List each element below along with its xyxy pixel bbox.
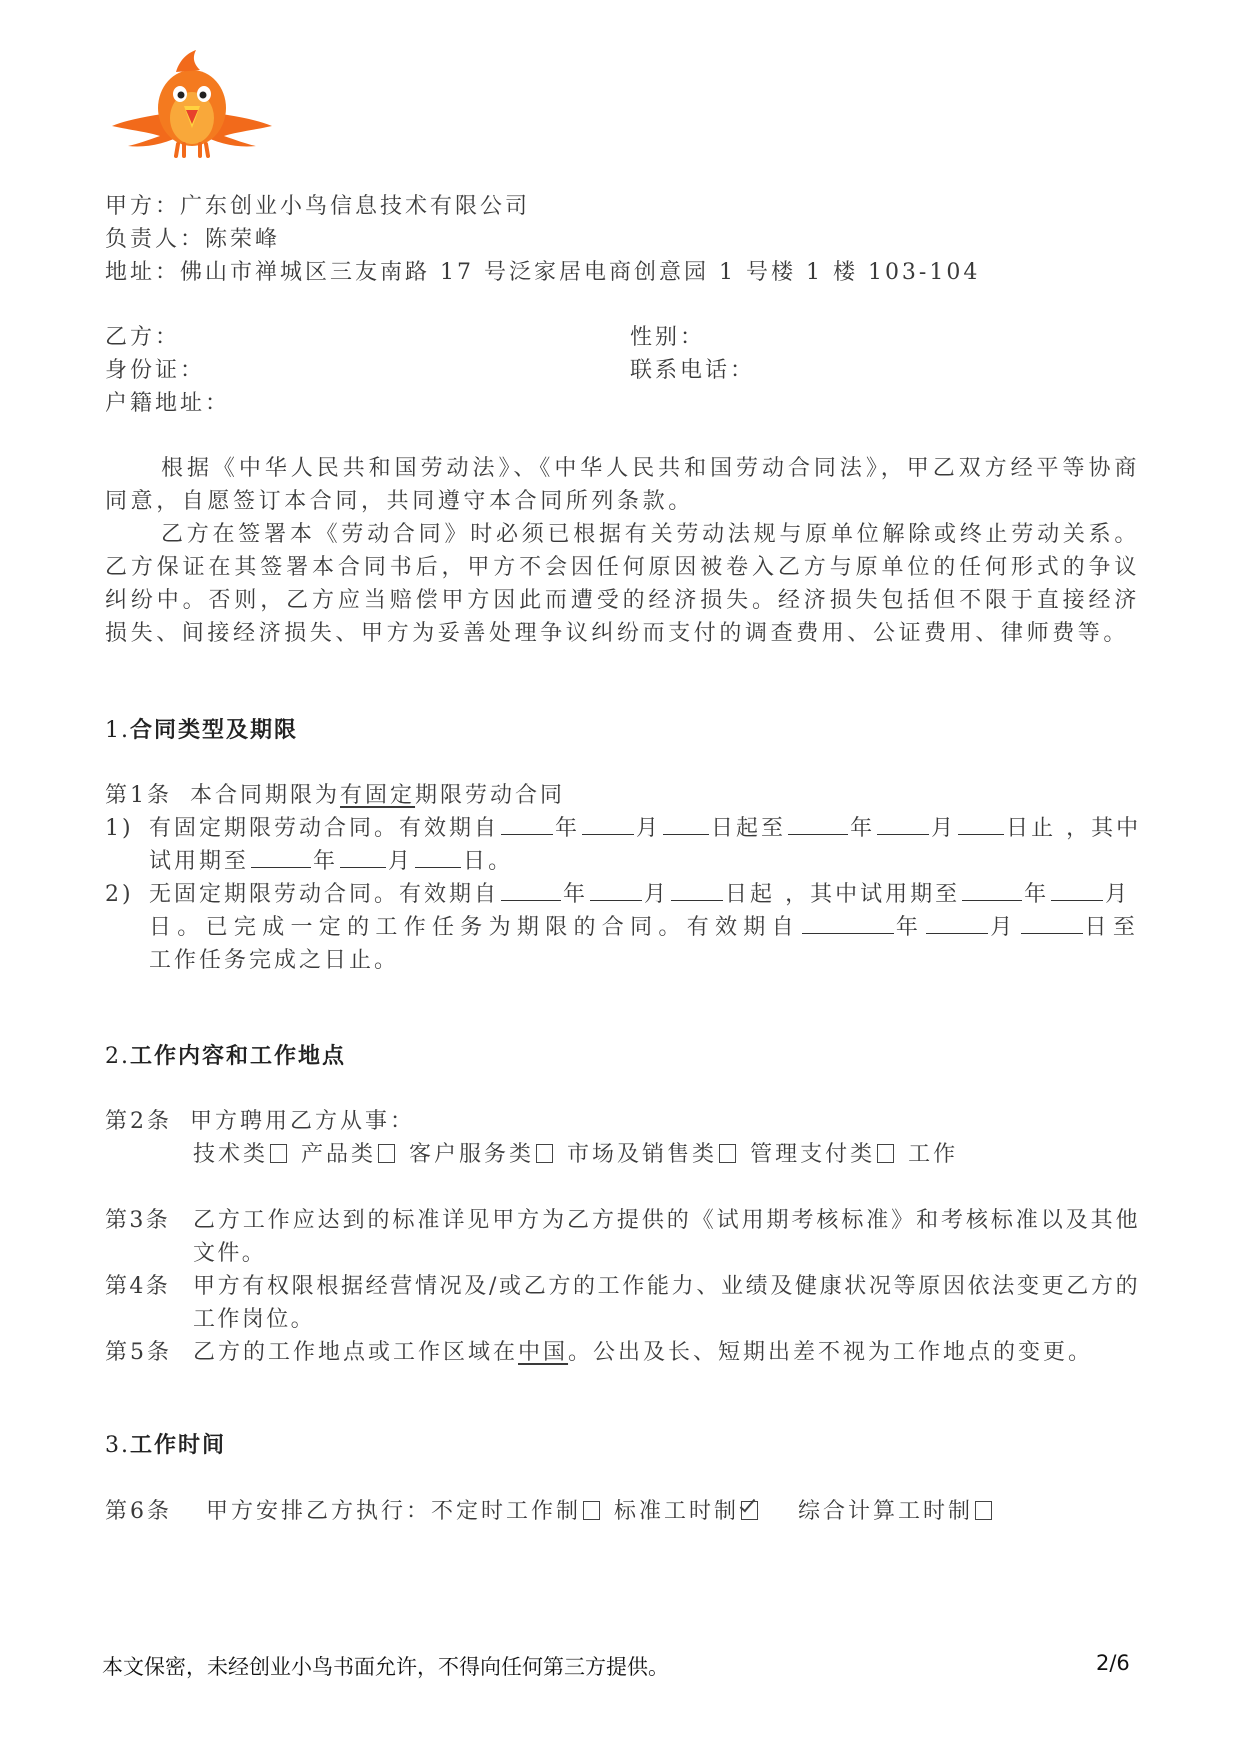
job-category-options	[105, 1138, 1140, 1171]
probation-label: 其中	[1091, 816, 1142, 841]
section-3-number: 3.	[105, 1433, 130, 1458]
month-label: 月	[644, 882, 670, 907]
article-5-pre: 乙方的工作地点或工作区域在	[193, 1340, 519, 1365]
contract-type-fill[interactable]: 有固定	[340, 783, 416, 808]
item-3-end: 工作任务完成之日止。	[149, 948, 400, 973]
section-2-body	[105, 1105, 1140, 1369]
task-start-day-blank[interactable]	[1021, 911, 1083, 934]
month-label: 月	[1105, 882, 1131, 907]
day-from-label: 日起	[725, 882, 776, 907]
options-suffix: 工作	[908, 1142, 959, 1167]
option-marketing-label: 市场及销售类	[567, 1142, 718, 1167]
flexible-hours-checkbox[interactable]	[583, 1501, 600, 1520]
year-label: 年	[313, 849, 339, 874]
party-a-company: 甲方：广东创业小鸟信息技术有限公司	[105, 194, 531, 219]
party-a-address: 地址：佛山市禅城区三友南路 17 号泛家居电商创意园 1 号楼 1 楼 103-104	[105, 260, 981, 285]
day-label: 日	[463, 849, 489, 874]
month-label: 月	[931, 816, 957, 841]
probation-label: 其中试用期至	[810, 882, 961, 907]
page-number: 2/6	[1096, 1651, 1130, 1675]
option-customer-service-label: 客户服务类	[409, 1142, 535, 1167]
option-management-label: 管理支付类	[750, 1142, 876, 1167]
fixed-end-year-blank[interactable]	[788, 812, 848, 835]
party-b-name-label: 乙方：	[105, 325, 181, 350]
article-6-text: 甲方安排乙方执行：	[206, 1499, 432, 1524]
intro-paragraph-1: 根据《中华人民共和国劳动法》、《中华人民共和国劳动合同法》，甲乙双方经平等协商同意，自愿签订本合同，共同遵守本合同所列条款。	[105, 456, 1140, 514]
item-2-number: 2)	[105, 882, 134, 907]
open-start-year-blank[interactable]	[501, 878, 561, 901]
party-a-rep: 负责人：陈荣峰	[105, 227, 281, 252]
year-label: 年	[895, 915, 925, 940]
party-b-gender-label: 性别：	[630, 325, 706, 350]
option-comprehensive-hours-label: 综合计算工时制	[798, 1499, 974, 1524]
section-2-number: 2.	[105, 1044, 130, 1069]
standard-hours-checkbox[interactable]	[741, 1501, 758, 1520]
party-b-info	[105, 321, 1140, 420]
section-3-heading	[105, 1429, 1140, 1462]
option-standard-hours-label: 标准工时制	[614, 1499, 740, 1524]
open-start-day-blank[interactable]	[671, 878, 723, 901]
fixed-start-day-blank[interactable]	[663, 812, 709, 835]
year-label: 年	[563, 882, 589, 907]
section-1-title: 合同类型及期限	[130, 718, 299, 743]
year-label: 年	[555, 816, 581, 841]
task-start-year-blank[interactable]	[802, 911, 894, 934]
probation-day-blank[interactable]	[415, 845, 461, 868]
article-3-text: 乙方工作应达到的标准详见甲方为乙方提供的《试用期考核标准》和考核标准以及其他文件。	[193, 1208, 1140, 1266]
day-to-label: 日至	[1084, 915, 1142, 940]
fixed-start-month-blank[interactable]	[582, 812, 634, 835]
item-1-text: 有固定期限劳动合同。有效期自	[149, 816, 500, 841]
option-tech-label: 技术类	[193, 1142, 269, 1167]
article-3-label: 第3条	[105, 1208, 171, 1233]
article-1-label: 第1条	[105, 783, 172, 808]
year-label: 年	[1024, 882, 1050, 907]
open-probation-year-blank[interactable]	[962, 878, 1022, 901]
open-start-month-blank[interactable]	[590, 878, 642, 901]
option-flexible-hours-label: 不定时工作制	[431, 1499, 582, 1524]
fixed-end-month-blank[interactable]	[877, 812, 929, 835]
customer-service-checkbox[interactable]	[536, 1144, 553, 1163]
section-1-number: 1.	[105, 718, 130, 743]
section-1-body: 第1条 本合同期限为有固定期限劳动合同 1) 有固定期限劳动合同。有效期自 年 月 日起至 年 月 日止 ，其中 试用期至 年 月 日。 2) 无固定期限劳动合同。有效期自 年 月 日起 ，其中试用期至 年 月 日。已完成一定的工作任务为期限的合同。有效期自 年 月 日至 工作任务完成之日止。	[105, 779, 1140, 977]
item-2-text: 无固定期限劳动合同。有效期自	[149, 882, 500, 907]
party-a-info	[105, 190, 1140, 289]
tech-checkbox[interactable]	[270, 1144, 287, 1163]
probation-month-blank[interactable]	[340, 845, 386, 868]
article-6-label: 第6条	[105, 1499, 172, 1524]
section-2-heading	[105, 1040, 1140, 1073]
year-label: 年	[850, 816, 876, 841]
fixed-end-day-blank[interactable]	[958, 812, 1004, 835]
party-b-household-label: 户籍地址：	[105, 391, 231, 416]
section-1-heading	[105, 714, 1140, 747]
day-until-label: 日止	[1006, 816, 1057, 841]
month-label: 月	[990, 915, 1019, 940]
article-5-label: 第5条	[105, 1340, 172, 1365]
open-probation-month-blank[interactable]	[1051, 878, 1103, 901]
section-2-title: 工作内容和工作地点	[130, 1044, 347, 1069]
intro-section	[105, 452, 1140, 650]
item-1-number: 1)	[105, 816, 134, 841]
section-3-body	[105, 1495, 1140, 1528]
intro-paragraph-2: 乙方在签署本《劳动合同》时必须已根据有关劳动法规与原单位解除或终止劳动关系。乙方保证在其签署本合同书后，甲方不会因任何原因被卷入乙方与原单位的任何形式的争议纠纷中。否则，乙方应当赔偿甲方因此而遭受的经济损失。经济损失包括但不限于直接经济损失、间接经济损失、甲方为妥善处理争议纠纷而支付的调查费用、公证费用、律师费等。	[105, 522, 1140, 646]
management-checkbox[interactable]	[877, 1144, 894, 1163]
party-b-phone-label: 联系电话：	[630, 358, 756, 383]
task-start-month-blank[interactable]	[926, 911, 988, 934]
item-3-text: 日。已完成一定的工作任务为期限的合同。有效期自	[149, 915, 800, 940]
article-1-pre: 本合同期限为	[190, 783, 341, 808]
product-checkbox[interactable]	[378, 1144, 395, 1163]
confidentiality-notice: 本文保密，未经创业小鸟书面允许，不得向任何第三方提供。	[102, 1655, 669, 1679]
day-from-label: 日起至	[711, 816, 787, 841]
article-5-post: 。公出及长、短期出差不视为工作地点的变更。	[568, 1340, 1094, 1365]
comprehensive-hours-checkbox[interactable]	[975, 1501, 992, 1520]
party-b-id-label: 身份证：	[105, 358, 206, 383]
probation-year-blank[interactable]	[251, 845, 311, 868]
article-2-label: 第2条	[105, 1109, 172, 1134]
bird-logo	[110, 48, 274, 158]
section-3-title: 工作时间	[130, 1433, 227, 1458]
month-label: 月	[388, 849, 414, 874]
article-1-post: 期限劳动合同	[415, 783, 566, 808]
probation-to-label: 试用期至	[149, 849, 250, 874]
article-4-label: 第4条	[105, 1274, 171, 1299]
article-2-text: 甲方聘用乙方从事：	[190, 1109, 416, 1134]
marketing-checkbox[interactable]	[719, 1144, 736, 1163]
option-product-label: 产品类	[301, 1142, 377, 1167]
work-location-fill[interactable]: 中国	[518, 1340, 569, 1365]
month-label: 月	[636, 816, 662, 841]
article-4-text: 甲方有权限根据经营情况及/或乙方的工作能力、业绩及健康状况等原因依法变更乙方的工作岗位。	[193, 1274, 1140, 1332]
fixed-start-year-blank[interactable]	[501, 812, 553, 835]
